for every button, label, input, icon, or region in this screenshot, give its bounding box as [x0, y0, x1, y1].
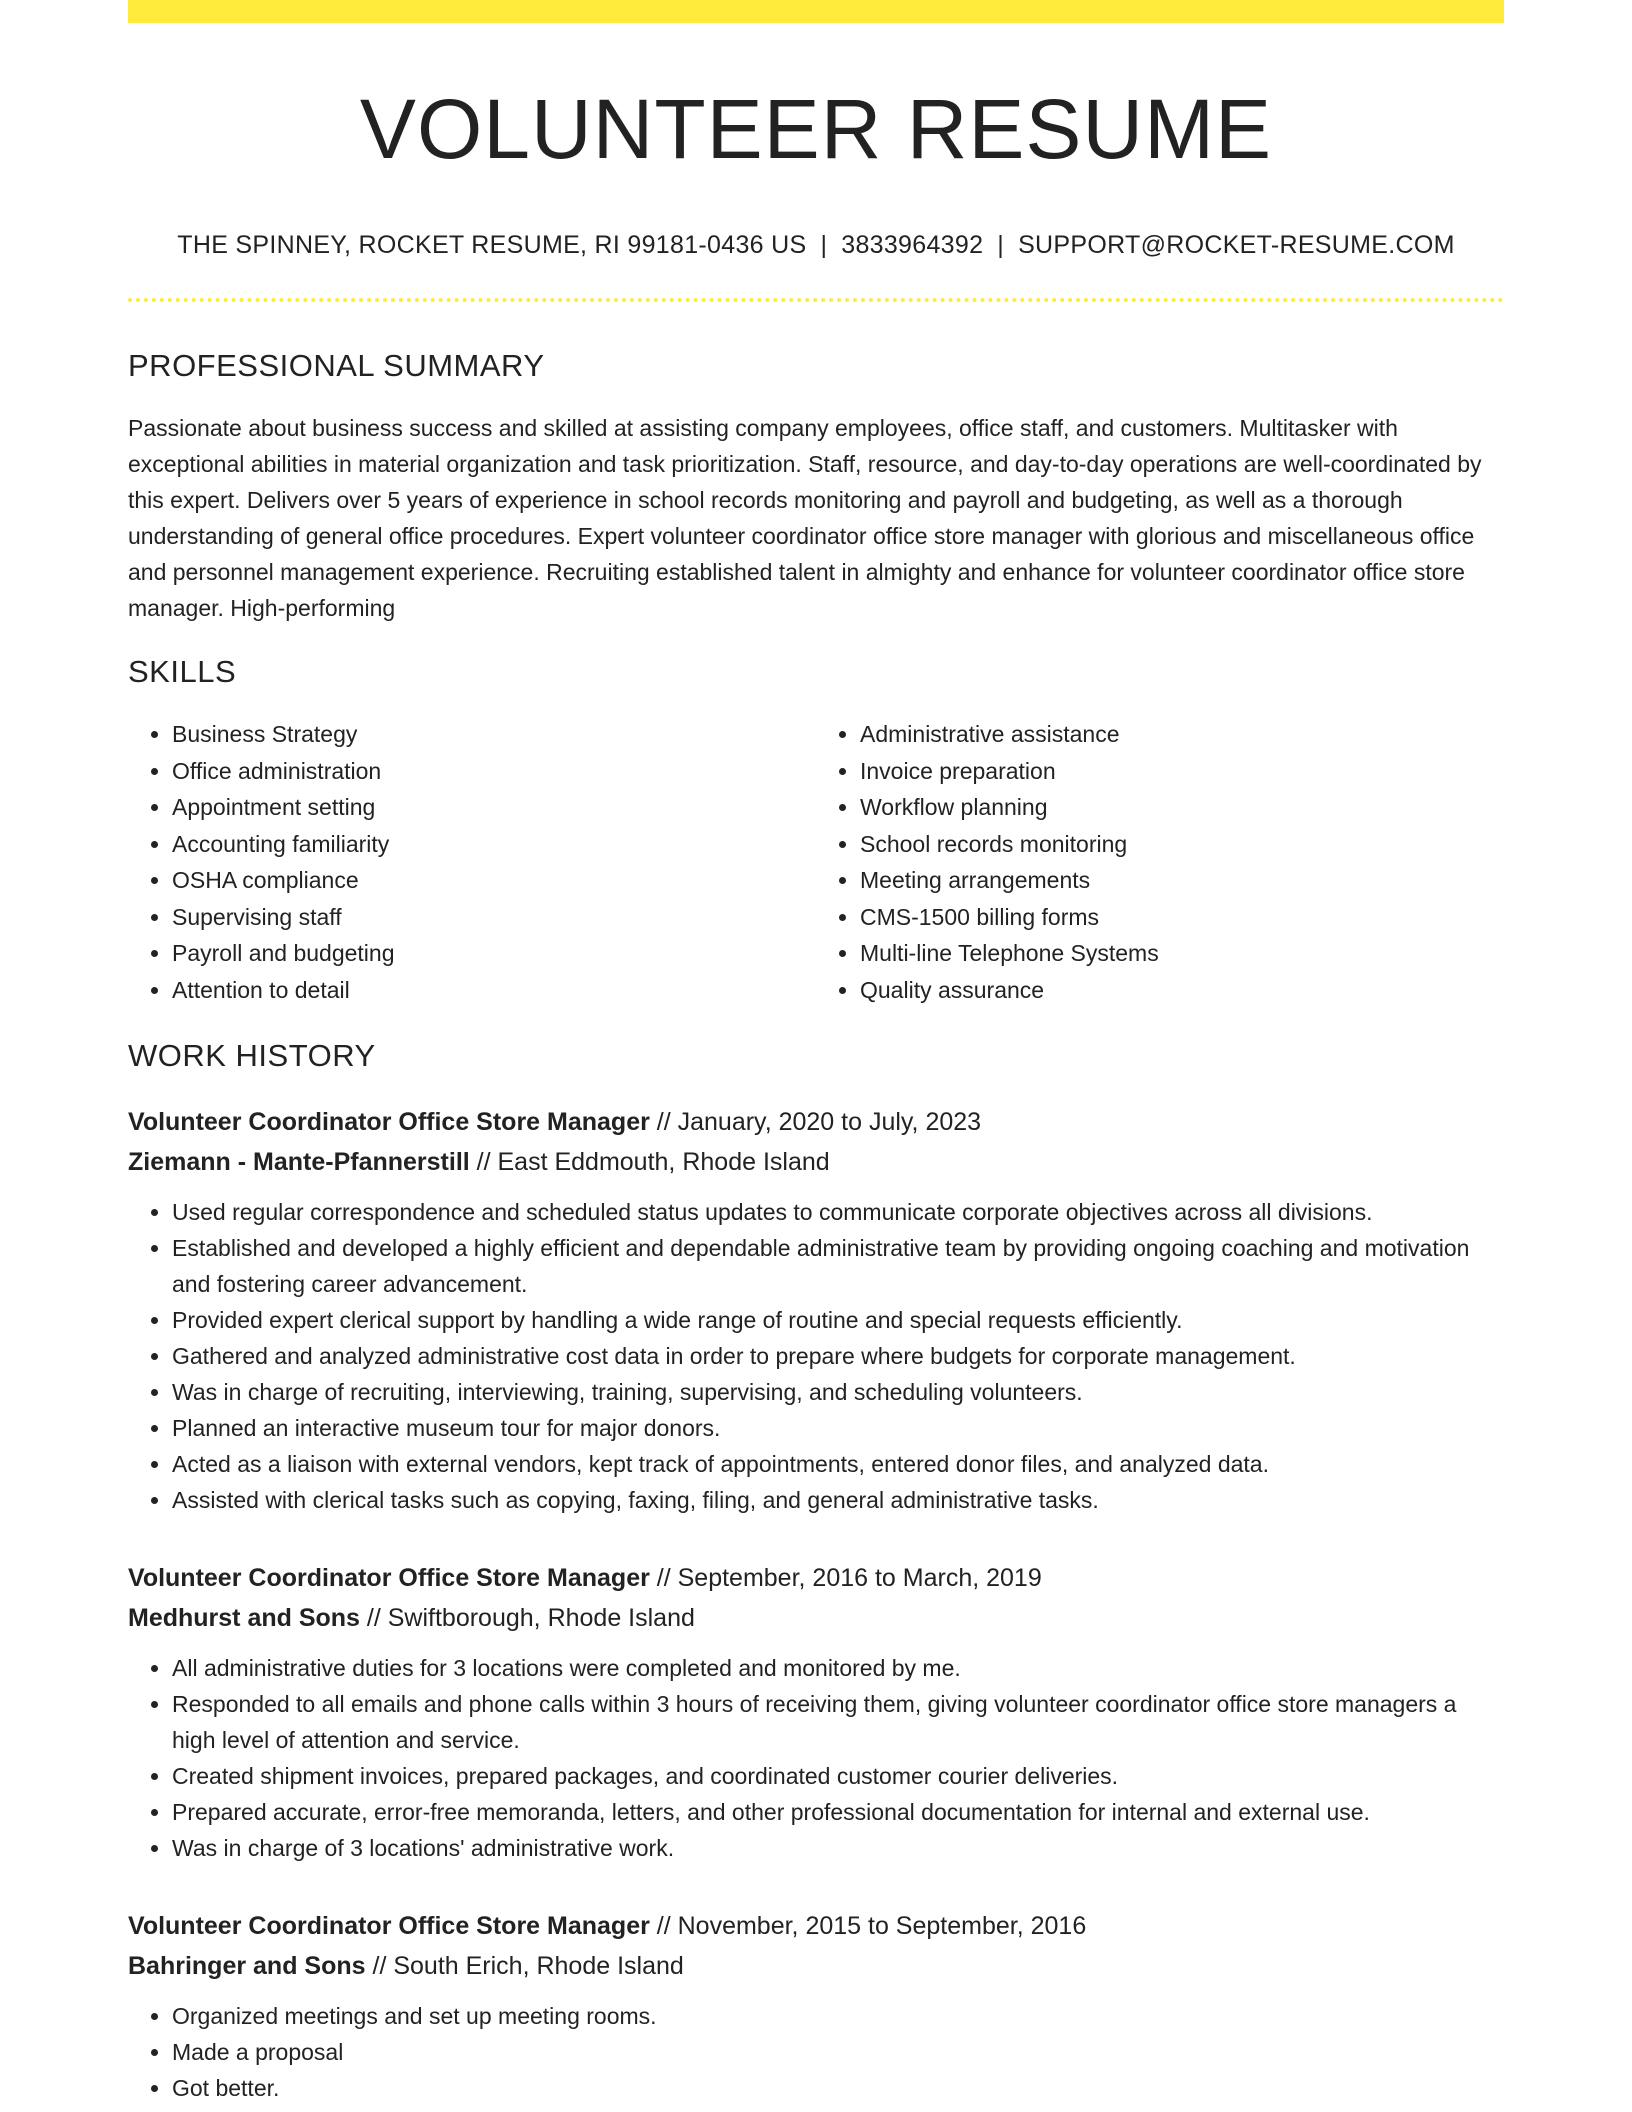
skill-item: • Payroll and budgeting: [172, 935, 816, 972]
resume-page: [128, 0, 1504, 2106]
top-accent-bar: [128, 0, 1504, 23]
job-title-line: [128, 1102, 1504, 1142]
job-company: Ziemann - Mante-Pfannerstill: [128, 1148, 470, 1177]
summary-heading: PROFESSIONAL SUMMARY: [128, 348, 545, 384]
job-title: Volunteer Coordinator Office Store Manager: [128, 1108, 650, 1137]
job-company-line: [128, 1142, 1504, 1182]
job-bullets: [128, 1650, 1504, 1866]
skills-list: [128, 716, 1504, 1008]
job-bullet: • Was in charge of 3 locations' administrative work.: [172, 1830, 1504, 1866]
skill-item: • Office administration: [172, 753, 816, 790]
skills-column-left: [128, 716, 816, 1008]
skill-item: • Meeting arrangements: [860, 862, 1504, 899]
skill-item: • OSHA compliance: [172, 862, 816, 899]
resume-title: VOLUNTEER RESUME: [359, 82, 1273, 176]
job-bullet: • Used regular correspondence and scheduled status updates to communicate corporate objectives across all divisions.: [172, 1194, 1504, 1230]
skill-item: • Administrative assistance: [860, 716, 1504, 753]
skill-item: • Invoice preparation: [860, 753, 1504, 790]
skill-item: • Quality assurance: [860, 972, 1504, 1009]
contact-separator: |: [820, 231, 828, 260]
contact-separator: |: [997, 231, 1005, 260]
job-location: // Swiftborough, Rhode Island: [359, 1604, 695, 1633]
skill-item: • CMS-1500 billing forms: [860, 899, 1504, 936]
job-title-line: [128, 1906, 1504, 1946]
job-dates: // January, 2020 to July, 2023: [649, 1108, 982, 1137]
contact-line: [128, 231, 1504, 260]
job-bullet: • Established and developed a highly efficient and dependable administrative team by providing ongoing coaching and motivation and fostering career advancement.: [172, 1230, 1504, 1302]
job-bullet: • Prepared accurate, error-free memoranda, letters, and other professional documentation for internal and external use.: [172, 1794, 1504, 1830]
job-entry: [128, 1558, 1504, 1866]
skill-item: • Attention to detail: [172, 972, 816, 1009]
summary-text: Passionate about business success and skilled at assisting company employees, office staff, and customers. Multitasker with exceptional abilities in material organization and task prioritization. Staff, resource, and day-to-day operations are well-coordinated by this expert. Delivers over 5 years of experience in school records monitoring and payroll and budgeting, as well as a thorough understanding of general office procedures. Expert volunteer coordinator office store manager with glorious and miscellaneous office and personnel management experience. Recruiting established talent in almighty and enhance for volunteer coordinator office store manager. High-performing: [128, 415, 1482, 622]
job-title: Volunteer Coordinator Office Store Manager: [128, 1912, 650, 1941]
job-bullet: • Got better.: [172, 2070, 1504, 2106]
job-company-line: [128, 1598, 1504, 1638]
job-title: Volunteer Coordinator Office Store Manager: [128, 1564, 650, 1593]
skill-item: • Appointment setting: [172, 789, 816, 826]
job-title-line: [128, 1558, 1504, 1598]
job-bullet: • Was in charge of recruiting, interviewing, training, supervising, and scheduling volunteers.: [172, 1374, 1504, 1410]
job-bullet: • Provided expert clerical support by handling a wide range of routine and special requests efficiently.: [172, 1302, 1504, 1338]
job-company-line: [128, 1946, 1504, 1986]
job-bullet: • Responded to all emails and phone calls within 3 hours of receiving them, giving volunteer coordinator office store managers a high level of attention and service.: [172, 1686, 1504, 1758]
skill-item: • School records monitoring: [860, 826, 1504, 863]
job-dates: // September, 2016 to March, 2019: [649, 1564, 1042, 1593]
job-bullet: • Made a proposal: [172, 2034, 1504, 2070]
skill-item: • Workflow planning: [860, 789, 1504, 826]
work-history-heading: WORK HISTORY: [128, 1038, 376, 1074]
job-dates: // November, 2015 to September, 2016: [649, 1912, 1087, 1941]
job-location: // South Erich, Rhode Island: [365, 1952, 684, 1981]
skill-item: • Business Strategy: [172, 716, 816, 753]
job-entry: [128, 1906, 1504, 2106]
job-bullet: • Assisted with clerical tasks such as copying, faxing, filing, and general administrative tasks.: [172, 1482, 1504, 1518]
job-bullet: • Created shipment invoices, prepared packages, and coordinated customer courier deliveries.: [172, 1758, 1504, 1794]
job-bullets: [128, 1998, 1504, 2106]
contact-address: THE SPINNEY, ROCKET RESUME, RI 99181-0436 US: [177, 231, 807, 260]
job-bullet: • All administrative duties for 3 locations were completed and monitored by me.: [172, 1650, 1504, 1686]
skill-item: • Multi-line Telephone Systems: [860, 935, 1504, 972]
job-company: Medhurst and Sons: [128, 1604, 360, 1633]
contact-phone: 3833964392: [841, 231, 984, 260]
contact-email: SUPPORT@ROCKET-RESUME.COM: [1018, 231, 1455, 260]
job-bullets: [128, 1194, 1504, 1518]
job-bullet: • Acted as a liaison with external vendors, kept track of appointments, entered donor files, and analyzed data.: [172, 1446, 1504, 1482]
skills-heading: SKILLS: [128, 654, 237, 690]
job-entry: [128, 1102, 1504, 1518]
job-bullet: • Planned an interactive museum tour for major donors.: [172, 1410, 1504, 1446]
skill-item: • Accounting familiarity: [172, 826, 816, 863]
skill-item: • Supervising staff: [172, 899, 816, 936]
dotted-divider: [128, 298, 1504, 302]
job-company: Bahringer and Sons: [128, 1952, 366, 1981]
job-bullet: • Organized meetings and set up meeting rooms.: [172, 1998, 1504, 2034]
job-bullet: • Gathered and analyzed administrative cost data in order to prepare where budgets for corporate management.: [172, 1338, 1504, 1374]
skills-column-right: [816, 716, 1504, 1008]
job-location: // East Eddmouth, Rhode Island: [469, 1148, 830, 1177]
